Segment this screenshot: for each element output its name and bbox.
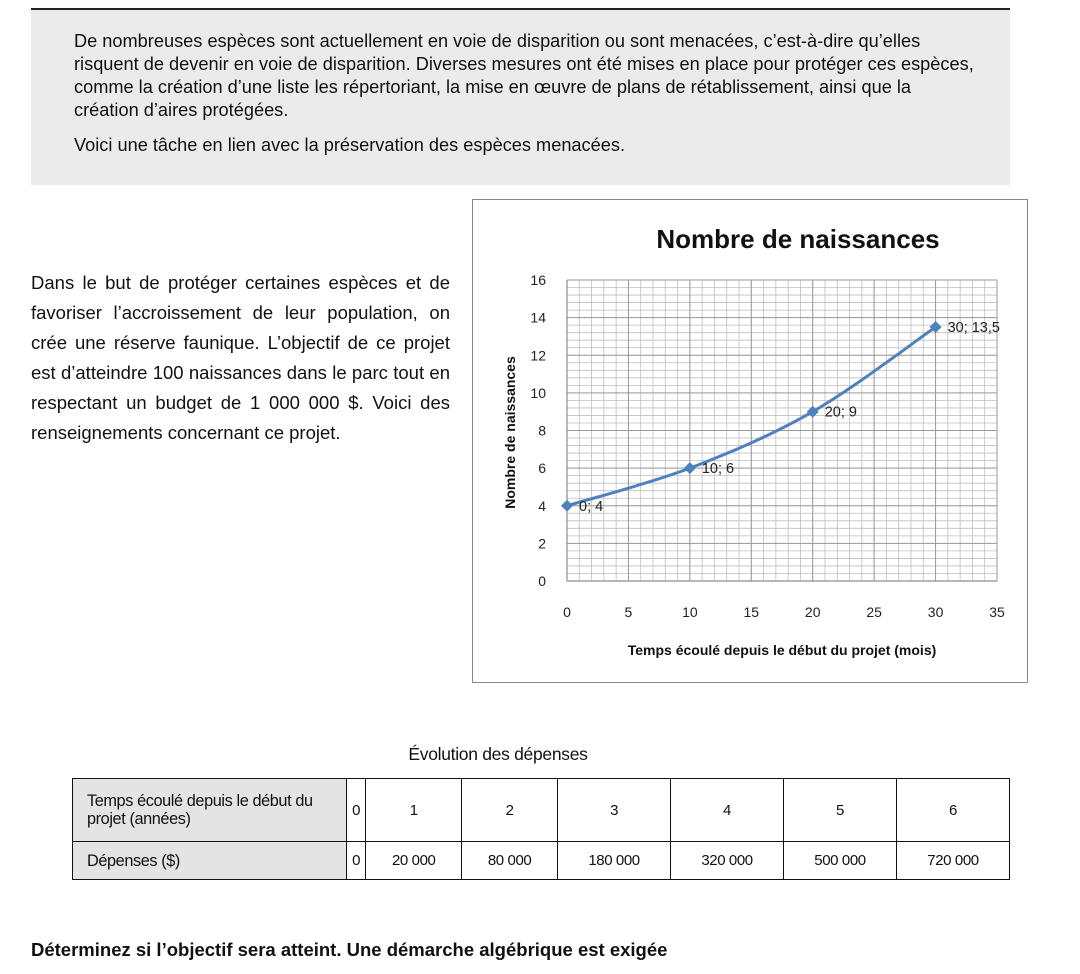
table-cell: 20 000 — [366, 842, 462, 880]
y-tick-label: 12 — [530, 347, 546, 364]
data-point-marker — [684, 462, 696, 474]
table-cell: 320 000 — [671, 842, 784, 880]
table-cell: 3 — [558, 779, 671, 842]
table-cell: 80 000 — [462, 842, 558, 880]
x-tick-label: 20 — [804, 604, 821, 620]
x-tick-label: 5 — [624, 604, 633, 620]
data-point-label: 30; 13,5 — [947, 320, 1000, 337]
x-tick-label: 25 — [866, 604, 882, 620]
table-cell: 720 000 — [897, 842, 1010, 880]
y-tick-label: 0 — [538, 573, 546, 589]
context-paragraph: Dans le but de protéger certaines espèces et de favoriser l’accroissement de leur population, on crée une réserve faunique. L’objectif de ce projet est d’atteindre 100 naissances dans le parc tout en respectant un budget de 1 000 000 $. Voici des renseignements concernant ce projet. — [31, 272, 450, 443]
data-point-label: 20; 9 — [824, 404, 857, 421]
table-cell: 0 — [347, 842, 366, 880]
table-row-expenses — [73, 842, 1010, 880]
y-axis-title: Nombre de naissances — [502, 356, 518, 509]
table-cell: 5 — [784, 779, 897, 842]
births-chart-svg — [473, 200, 1029, 684]
data-point-label: 0; 4 — [579, 498, 604, 515]
table-cell: 6 — [897, 779, 1010, 842]
x-tick-label: 15 — [743, 604, 760, 620]
x-axis-title: Temps écoulé depuis le début du projet (mois) — [627, 642, 937, 658]
table-cell: 180 000 — [558, 842, 671, 880]
row-header-time: Temps écoulé depuis le début du projet (années) — [73, 779, 347, 842]
table-cell: 0 — [347, 779, 366, 842]
chart-title: Nombre de naissances — [656, 224, 940, 254]
question-text: Déterminez si l’objectif sera atteint. Une démarche algébrique est exigée — [31, 939, 668, 960]
x-tick-label: 0 — [563, 604, 571, 620]
y-tick-label: 4 — [538, 497, 546, 514]
y-tick-label: 10 — [530, 384, 546, 401]
intro-box — [31, 10, 1010, 185]
intro-paragraph-2: Voici une tâche en lien avec la préservation des espèces menacées. — [74, 135, 626, 155]
intro-paragraph-1: De nombreuses espèces sont actuellement en voie de disparition ou sont menacées, c’est-à-dire qu’elles risquent de devenir en voie de disparition. Diverses mesures ont été mises en place pour protéger ces espèces, comme la création d’une liste les répertoriant, la mise en œuvre de plans de rétablissement, ainsi que la création d’aires protégées. — [74, 31, 974, 120]
y-tick-label: 2 — [538, 535, 546, 552]
x-tick-label: 30 — [927, 604, 944, 620]
table-cell: 1 — [366, 779, 462, 842]
births-chart — [472, 199, 1028, 683]
y-tick-label: 16 — [530, 272, 546, 288]
y-tick-label: 14 — [530, 309, 546, 326]
x-tick-label: 10 — [682, 604, 698, 620]
row-header-expenses: Dépenses ($) — [73, 842, 347, 880]
table-caption: Évolution des dépenses — [408, 744, 588, 764]
data-point-marker — [561, 500, 573, 512]
y-tick-label: 6 — [538, 460, 546, 477]
table-cell: 4 — [671, 779, 784, 842]
y-tick-label: 8 — [538, 422, 546, 439]
table-row-time — [73, 779, 1010, 842]
table-cell: 2 — [462, 779, 558, 842]
expenses-table — [72, 778, 1010, 880]
table-cell: 500 000 — [784, 842, 897, 880]
data-point-label: 10; 6 — [701, 461, 735, 478]
x-tick-label: 35 — [989, 604, 1005, 620]
